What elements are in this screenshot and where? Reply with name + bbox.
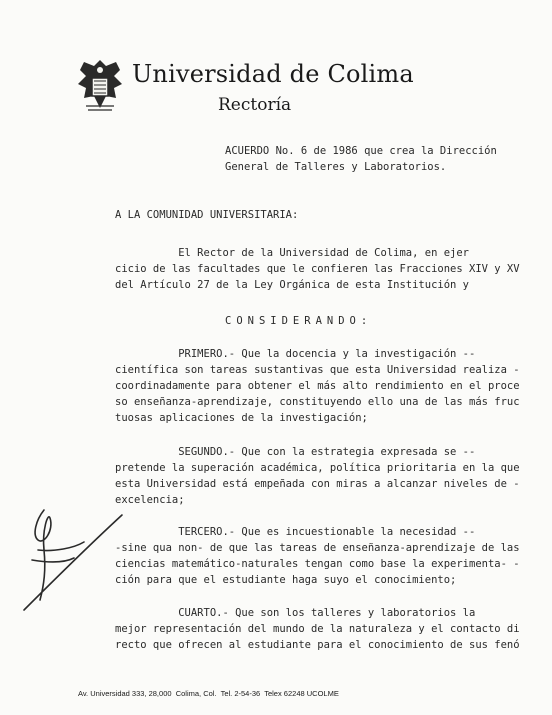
salutation: A LA COMUNIDAD UNIVERSITARIA: [115,209,299,221]
acuerdo-heading [225,143,497,175]
acuerdo-line: General de Talleres y Laboratorios. [225,161,447,173]
paragraph-line: ciencias matemático-naturales tengan como base la experimenta- - [115,558,520,570]
paragraph-line: cicio de las facultades que le confieren las Fracciones XIV y XV [115,263,520,275]
paragraph-line: esta Universidad está empeñada con miras a alcanzar niveles de - [115,478,520,490]
paragraph-line: tuosas aplicaciones de la investigación; [115,412,368,424]
paragraph-line: coordinadamente para obtener el más alto rendimiento en el proce [115,380,520,392]
office-name: Rectoría [218,95,292,115]
paragraph-line: del Artículo 27 de la Ley Orgánica de esta Institución y [115,279,470,291]
paragraph-line: excelencia; [115,494,185,506]
paragraph-line: recto que ofrecen al estudiante para el conocimiento de sus fenó [115,639,520,651]
acuerdo-line: ACUERDO No. 6 de 1986 que crea la Dirección [225,145,497,157]
paragraph-line: PRIMERO.- Que la docencia y la investigación -- [115,348,476,360]
paragraph-line: mejor representación del mundo de la naturaleza y el contacto di [115,623,520,635]
tercero-paragraph [115,524,520,588]
paragraph-line: CUARTO.- Que son los talleres y laboratorios la [115,607,476,619]
paragraph-line: SEGUNDO.- Que con la estrategia expresada se -- [115,446,476,458]
paragraph-line: TERCERO.- Que es incuestionable la necesidad -- [115,526,476,538]
primero-paragraph [115,346,520,426]
paragraph-line: científica son tareas sustantivas que esta Universidad realiza - [115,364,520,376]
institution-name: Universidad de Colima [132,60,414,88]
intro-paragraph [115,245,520,293]
paragraph-line: ción para que el estudiante haga suyo el conocimiento; [115,574,457,586]
handwritten-signature-icon [14,490,124,615]
paragraph-line: -sine qua non- de que las tareas de enseñanza-aprendizaje de las [115,542,520,554]
paragraph-line: pretende la superación académica, política prioritaria en la que [115,462,520,474]
letterhead-footer: Av. Universidad 333, 28,000 Colima, Col. Tel. 2-54-36 Telex 62248 UCOLME [78,689,339,698]
paragraph-line: so enseñanza-aprendizaje, constituyendo ello una de las más fruc [115,396,520,408]
segundo-paragraph [115,444,520,508]
paragraph-line: El Rector de la Universidad de Colima, en ejer [115,247,470,259]
university-crest-icon [76,56,124,114]
considerando-heading: CONSIDERANDO: [225,315,373,327]
cuarto-paragraph [115,605,520,653]
